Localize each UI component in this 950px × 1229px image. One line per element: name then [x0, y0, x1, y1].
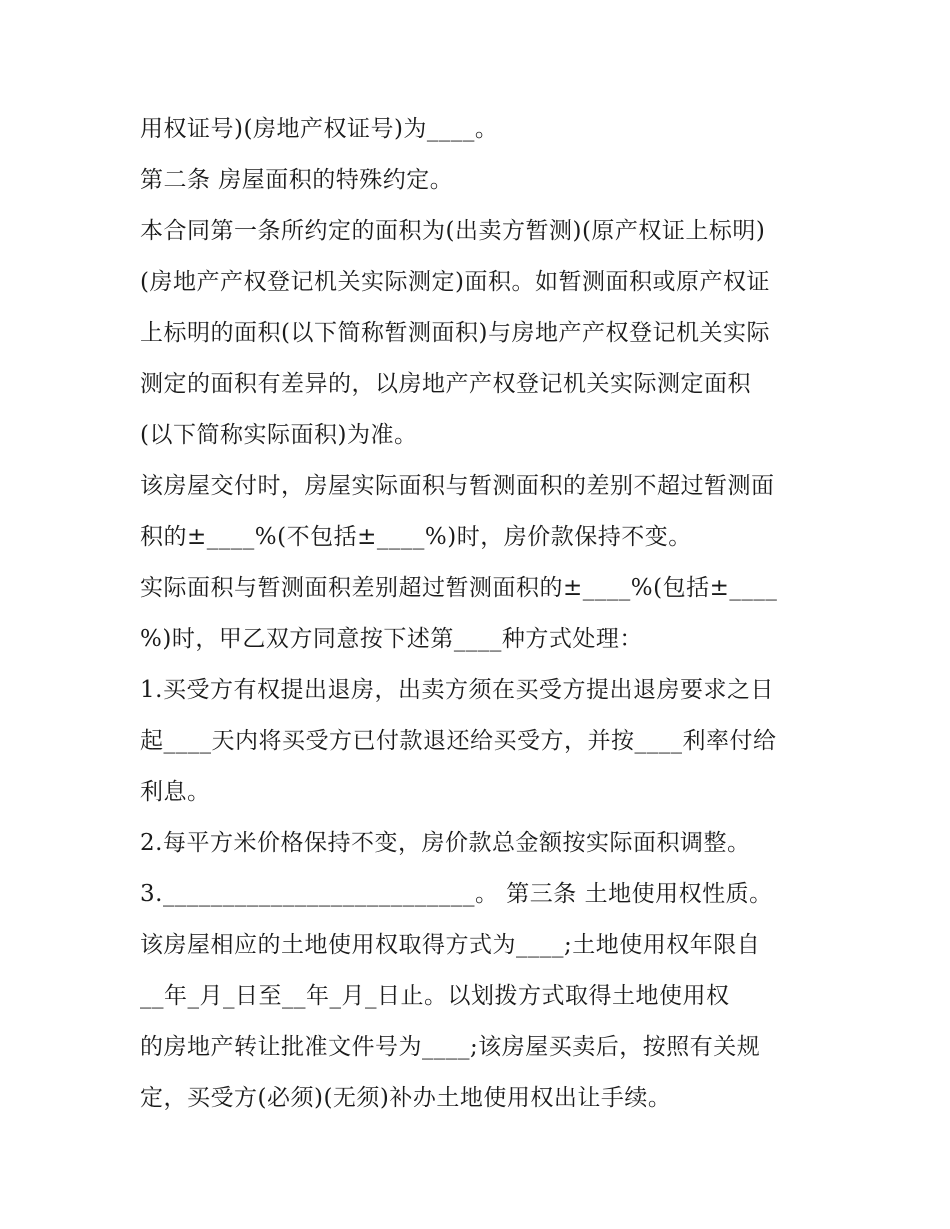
text-line: %)时，甲乙双方同意按下述第____种方式处理： — [140, 626, 643, 652]
text-line: (以下简称实际面积)为准。 — [140, 422, 418, 448]
text-line: 上标明的面积(以下简称暂测面积)与房地产产权登记机关实际 — [140, 320, 770, 346]
text-line: 利息。 — [140, 779, 211, 805]
text-line: 用权证号)(房地产权证号)为____。 — [140, 116, 499, 142]
text-line: __年_月_日至__年_月_日止。以划拨方式取得土地使用权 — [140, 983, 730, 1009]
text-line: 该房屋交付时，房屋实际面积与暂测面积的差别不超过暂测面 — [140, 473, 775, 499]
text-line: 该房屋相应的土地使用权取得方式为____;土地使用权年限自 — [140, 932, 761, 958]
text-line: 本合同第一条所约定的面积为(出卖方暂测)(原产权证上标明) — [140, 218, 766, 244]
list-item: 2.每平方米价格保持不变，房价款总金额按实际面积调整。 — [140, 830, 751, 856]
text-line: 起____天内将买受方已付款退还给买受方，并按____利率付给 — [140, 728, 777, 754]
text-line: 的房地产转让批准文件号为____;该房屋买卖后，按照有关规 — [140, 1034, 761, 1060]
text-line: 定，买受方(必须)(无须)补办土地使用权出让手续。 — [140, 1085, 672, 1111]
text-line: 积的±____%(不包括±____%)时，房价款保持不变。 — [140, 524, 692, 550]
section-heading: 第二条 房屋面积的特殊约定。 — [140, 167, 454, 193]
text-line: (房地产产权登记机关实际测定)面积。如暂测面积或原产权证 — [140, 269, 770, 295]
list-item: 3.__________________________。 第三条 土地使用权性质。 — [140, 881, 773, 907]
list-item: 1.买受方有权提出退房，出卖方须在买受方提出退房要求之日 — [140, 677, 774, 703]
text-line: 实际面积与暂测面积差别超过暂测面积的±____%(包括±____ — [140, 575, 778, 601]
contract-text — [140, 104, 820, 1124]
text-line: 测定的面积有差异的，以房地产产权登记机关实际测定面积 — [140, 371, 751, 397]
